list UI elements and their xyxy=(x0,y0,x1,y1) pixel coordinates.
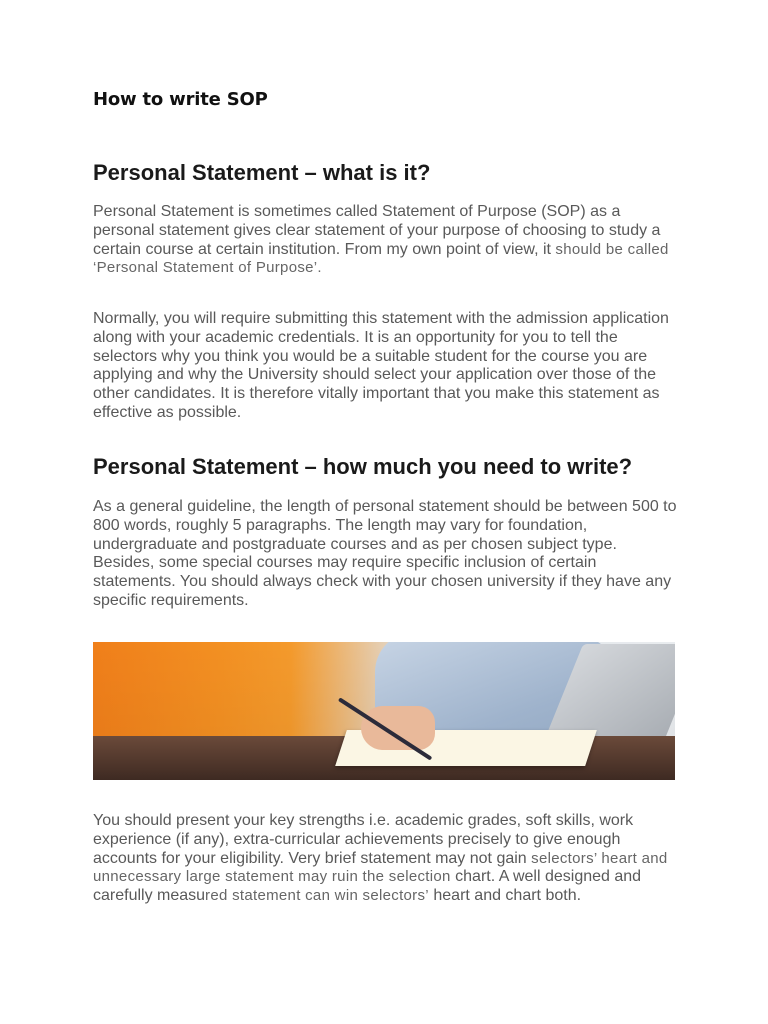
paragraph-definition-thin-text: should be called ‘Personal Statement of Purpose’. xyxy=(93,240,669,277)
paragraph-key-strengths-thin-1: selectors’ heart and unnecessary large statement may ruin the selection xyxy=(93,849,668,886)
paragraph-key-strengths-thin-2: red statement can win selectors’ xyxy=(205,887,429,905)
document-title: How to write SOP xyxy=(93,89,268,110)
paragraph-length-guideline: As a general guideline, the length of personal statement should be between 500 to 800 words, roughly 5 paragraphs. The length may vary for foundation, undergraduate and postgraduate courses and as per chosen subject type. Besides, some special courses may require specific inclusion of certain statements. You should always check with your chosen university if they have any specific requirements. xyxy=(93,498,677,609)
paragraph-key-strengths-text-a: You should present your key strengths i.e. academic grades, soft skills, work experience (if any), extra-curricular achievements precisely to give enough accounts for your eligibility. Very brief statement may not gain xyxy=(93,812,634,867)
paragraph-key-strengths-text-b: chart. A well designed and carefully measu xyxy=(93,868,642,905)
paragraph-admission: Normally, you will require submitting this statement with the admission application along with your academic credentials. It is an opportunity for you to tell the selectors why you think you would be a suitable student for the course you are applying and why the University should select your application over those of the other candidates. It is therefore vitally important that you make this statement as effective as possible. xyxy=(93,310,669,421)
paragraph-key-strengths-text-c: heart and chart both. xyxy=(433,887,582,905)
paragraph-definition-text: Personal Statement is sometimes called Statement of Purpose (SOP) as a personal statement gives clear statement of your purpose of choosing to study a certain course at certain institution. From my own point of view, it xyxy=(93,203,661,258)
paragraph-key-strengths xyxy=(93,812,681,906)
writing-hero-image xyxy=(93,642,675,780)
section-heading-what-is-it: Personal Statement – what is it? xyxy=(93,160,431,185)
paragraph-definition xyxy=(93,203,681,278)
section-heading-how-much: Personal Statement – how much you need to write? xyxy=(93,454,633,479)
